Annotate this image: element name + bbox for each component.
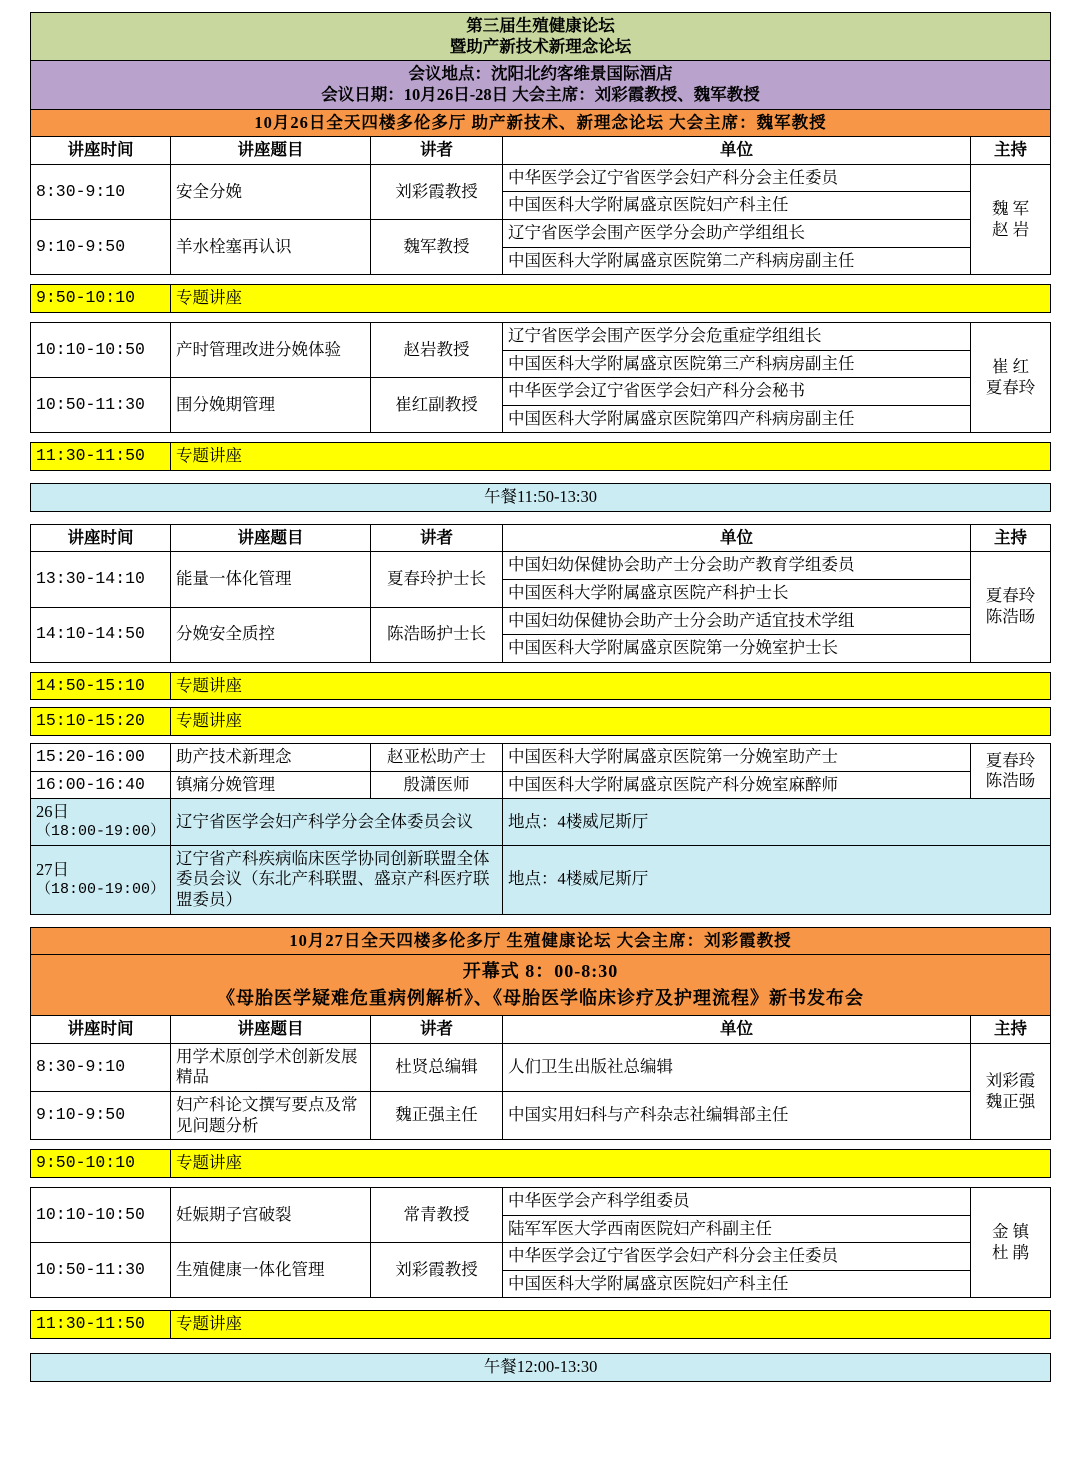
session-speaker: 刘彩霞教授 — [371, 164, 503, 219]
day2-opening-row — [31, 955, 1051, 1016]
table-row — [31, 378, 1051, 406]
session-time: 16:00-16:40 — [31, 771, 171, 799]
session-unit: 中国医科大学附属盛京医院第一分娩室助产士 — [503, 744, 971, 772]
session-speaker: 魏军教授 — [371, 220, 503, 275]
special-lecture-table-3 — [30, 672, 1051, 701]
session-speaker: 赵岩教授 — [371, 322, 503, 377]
meeting-date-line1: 27日 — [36, 859, 69, 879]
day2-session2-table — [30, 1187, 1051, 1299]
day2-band: 10月27日全天四楼多伦多厅 生殖健康论坛 大会主席：刘彩霞教授 — [31, 927, 1051, 955]
special-time: 11:30-11:50 — [31, 443, 171, 471]
evening-meeting-row — [31, 799, 1051, 845]
venue-info — [31, 61, 1051, 109]
special-time: 15:10-15:20 — [31, 708, 171, 736]
session-topic: 镇痛分娩管理 — [171, 771, 371, 799]
day2-header-row — [31, 1016, 1051, 1044]
table-row — [31, 708, 1051, 736]
day2-special-lecture-table-2 — [30, 1310, 1051, 1339]
header-table — [30, 12, 1051, 275]
meeting-place — [503, 845, 1051, 914]
session-unit: 中国实用妇科与产科杂志社编辑部主任 — [503, 1092, 971, 1140]
meeting-date-line2: （18:00-19:00） — [36, 880, 166, 898]
session-speaker: 刘彩霞教授 — [371, 1243, 503, 1298]
session-unit: 中华医学会辽宁省医学会妇产科分会秘书 — [503, 378, 971, 406]
table-row — [31, 552, 1051, 580]
session-time: 8:30-9:10 — [31, 164, 171, 219]
col-header-host: 主持 — [971, 524, 1051, 552]
host-name: 赵 岩 — [991, 219, 1030, 239]
special-lecture-table-1 — [30, 284, 1051, 313]
col-header-time: 讲座时间 — [31, 1016, 171, 1044]
session-host — [971, 552, 1051, 663]
session-time: 15:20-16:00 — [31, 744, 171, 772]
day1-band: 10月26日全天四楼多伦多厅 助产新技术、新理念论坛 大会主席：魏军教授 — [31, 109, 1051, 137]
opening-line2: 《母胎医学疑难危重病例解析》、《母胎医学临床诊疗及护理流程》新书发布会 — [217, 988, 865, 1009]
table-row — [31, 164, 1051, 192]
session-time: 10:50-11:30 — [31, 378, 171, 433]
session-host — [971, 164, 1051, 275]
session-speaker: 陈浩旸护士长 — [371, 607, 503, 662]
session-unit: 中国医科大学附属盛京医院产科分娩室麻醉师 — [503, 771, 971, 799]
host-name: 魏正强 — [985, 1091, 1036, 1111]
session-unit: 中国医科大学附属盛京医院第一分娩室护士长 — [503, 635, 971, 663]
lunch-table-1 — [30, 483, 1051, 512]
col-header-topic: 讲座题目 — [171, 524, 371, 552]
special-lecture-table-2 — [30, 442, 1051, 471]
col-header-unit: 单位 — [503, 137, 971, 165]
session-topic: 能量一体化管理 — [171, 552, 371, 607]
meeting-date-line1: 26日 — [36, 802, 69, 822]
session-unit: 中国医科大学附属盛京医院妇产科主任 — [503, 1270, 971, 1298]
session-host — [971, 1187, 1051, 1298]
forum-title-line2: 暨助产新技术新理念论坛 — [449, 36, 632, 56]
session-speaker: 杜贤总编辑 — [371, 1043, 503, 1091]
meeting-name: 辽宁省产科疾病临床医学协同创新联盟全体委员会议（东北产科联盟、盛京产科医疗联盟委员） — [171, 845, 503, 914]
session-topic: 妊娠期子宫破裂 — [171, 1187, 371, 1242]
table-row — [31, 1092, 1051, 1140]
col-header-unit: 单位 — [503, 524, 971, 552]
session-topic: 分娩安全质控 — [171, 607, 371, 662]
session-time: 9:10-9:50 — [31, 220, 171, 275]
day2-table — [30, 927, 1051, 1141]
meeting-date — [31, 799, 171, 845]
opening-ceremony — [31, 955, 1051, 1016]
host-name: 夏春玲 — [985, 377, 1036, 397]
special-label: 专题讲座 — [171, 708, 1051, 736]
special-time: 11:30-11:50 — [31, 1311, 171, 1339]
day1-band-row — [31, 109, 1051, 137]
session-unit: 中华医学会产科学组委员 — [503, 1187, 971, 1215]
day1-late-table — [30, 743, 1051, 915]
session-host — [971, 322, 1051, 433]
meeting-date-line2: （18:00-19:00） — [36, 822, 166, 840]
special-label: 专题讲座 — [171, 285, 1051, 313]
special-time: 14:50-15:10 — [31, 672, 171, 700]
meeting-name: 辽宁省医学会妇产科学分会全体委员会议 — [171, 799, 503, 845]
forum-title-line1: 第三届生殖健康论坛 — [466, 16, 615, 35]
table-row — [31, 607, 1051, 635]
day1-afternoon-table — [30, 524, 1051, 663]
special-label: 专题讲座 — [171, 443, 1051, 471]
meeting-place: 地点：4楼威尼斯厅 — [503, 799, 1051, 845]
opening-line1: 开幕式 8：00-8:30 — [462, 961, 619, 982]
lunch-break: 午餐11:50-13:30 — [31, 484, 1051, 512]
col-header-speaker: 讲者 — [371, 524, 503, 552]
evening-meeting-row — [31, 845, 1051, 914]
col-header-topic: 讲座题目 — [171, 137, 371, 165]
host-name: 杜 鹃 — [991, 1242, 1030, 1262]
col-header-host: 主持 — [971, 137, 1051, 165]
session-unit: 中国医科大学附属盛京医院产科护士长 — [503, 579, 971, 607]
host-name: 魏 军 — [991, 198, 1030, 218]
session-speaker: 崔红副教授 — [371, 378, 503, 433]
col-header-time: 讲座时间 — [31, 137, 171, 165]
col-header-speaker: 讲者 — [371, 1016, 503, 1044]
table-row — [31, 1354, 1051, 1382]
special-label: 专题讲座 — [171, 1311, 1051, 1339]
session-unit: 中华医学会辽宁省医学会妇产科分会主任委员 — [503, 1243, 971, 1271]
session-speaker: 夏春玲护士长 — [371, 552, 503, 607]
table-row — [31, 322, 1051, 350]
session-unit: 中国妇幼保健协会助产士分会助产适宜技术学组 — [503, 607, 971, 635]
session-time: 13:30-14:10 — [31, 552, 171, 607]
day2-special-lecture-table-1 — [30, 1149, 1051, 1178]
session-unit: 中华医学会辽宁省医学会妇产科分会主任委员 — [503, 164, 971, 192]
session-unit: 人们卫生出版社总编辑 — [503, 1043, 971, 1091]
session-host — [971, 744, 1051, 799]
session-topic: 围分娩期管理 — [171, 378, 371, 433]
session-topic: 生殖健康一体化管理 — [171, 1243, 371, 1298]
session-time: 14:10-14:50 — [31, 607, 171, 662]
meeting-date — [31, 845, 171, 914]
col-header-topic: 讲座题目 — [171, 1016, 371, 1044]
session-topic: 羊水栓塞再认识 — [171, 220, 371, 275]
table-row — [31, 1150, 1051, 1178]
session-topic: 用学术原创学术创新发展精品 — [171, 1043, 371, 1091]
session-speaker: 常青教授 — [371, 1187, 503, 1242]
venue-line2: 会议日期：10月26日-28日 大会主席：刘彩霞教授、魏军教授 — [321, 84, 760, 104]
day1-header-row — [31, 137, 1051, 165]
title-row — [31, 13, 1051, 61]
host-name: 陈浩旸 — [985, 607, 1036, 626]
table-row — [31, 285, 1051, 313]
session-speaker: 赵亚松助产士 — [371, 744, 503, 772]
venue-row — [31, 61, 1051, 109]
host-name: 夏春玲 — [985, 750, 1036, 770]
table-row — [31, 1043, 1051, 1091]
session-time: 10:50-11:30 — [31, 1243, 171, 1298]
col-header-speaker: 讲者 — [371, 137, 503, 165]
venue-line1: 会议地点：沈阳北约客维景国际酒店 — [408, 64, 673, 84]
session-topic: 产时管理改进分娩体验 — [171, 322, 371, 377]
special-label: 专题讲座 — [171, 1150, 1051, 1178]
special-time: 9:50-10:10 — [31, 285, 171, 313]
table-row — [31, 443, 1051, 471]
special-label: 专题讲座 — [171, 672, 1051, 700]
session-topic: 助产技术新理念 — [171, 744, 371, 772]
col-header-unit: 单位 — [503, 1016, 971, 1044]
table-row — [31, 744, 1051, 772]
session-time: 8:30-9:10 — [31, 1043, 171, 1091]
session-host — [971, 1043, 1051, 1140]
host-name: 崔 红 — [991, 357, 1030, 376]
session-speaker: 魏正强主任 — [371, 1092, 503, 1140]
host-name: 金 镇 — [991, 1222, 1030, 1241]
session-unit: 陆军军医大学西南医院妇产科副主任 — [503, 1215, 971, 1243]
session-speaker: 殷潇医师 — [371, 771, 503, 799]
session-unit: 中国医科大学附属盛京医院第三产科病房副主任 — [503, 350, 971, 378]
day1-session2-table — [30, 322, 1051, 434]
host-name: 刘彩霞 — [985, 1070, 1036, 1090]
special-lecture-table-4 — [30, 707, 1051, 736]
session-unit: 中国医科大学附属盛京医院第四产科病房副主任 — [503, 405, 971, 433]
session-unit: 中国医科大学附属盛京医院第二产科病房副主任 — [503, 247, 971, 275]
session-time: 9:10-9:50 — [31, 1092, 171, 1140]
col-header-time: 讲座时间 — [31, 524, 171, 552]
table-row — [31, 1311, 1051, 1339]
meeting-place-text: 地点：4楼威尼斯厅 — [508, 869, 649, 889]
host-name: 夏春玲 — [985, 586, 1036, 606]
table-row — [31, 771, 1051, 799]
table-row — [31, 484, 1051, 512]
session-topic: 安全分娩 — [171, 164, 371, 219]
session-time: 10:10-10:50 — [31, 1187, 171, 1242]
day2-band-row — [31, 927, 1051, 955]
lunch-table-2 — [30, 1353, 1051, 1382]
table-row — [31, 1243, 1051, 1271]
forum-title — [31, 13, 1051, 61]
session-unit: 中国医科大学附属盛京医院妇产科主任 — [503, 192, 971, 220]
col-header-host: 主持 — [971, 1016, 1051, 1044]
table-row — [31, 220, 1051, 248]
session-time: 10:10-10:50 — [31, 322, 171, 377]
session-topic: 妇产科论文撰写要点及常见问题分析 — [171, 1092, 371, 1140]
host-name: 陈浩旸 — [985, 771, 1036, 791]
session-unit: 辽宁省医学会围产医学分会助产学组组长 — [503, 220, 971, 248]
table-row — [31, 1187, 1051, 1215]
special-time: 9:50-10:10 — [31, 1150, 171, 1178]
table-row — [31, 672, 1051, 700]
lunch-break: 午餐12:00-13:30 — [31, 1354, 1051, 1382]
session-unit: 中国妇幼保健协会助产士分会助产教育学组委员 — [503, 552, 971, 580]
session-unit: 辽宁省医学会围产医学分会危重症学组组长 — [503, 322, 971, 350]
day1-afternoon-header-row — [31, 524, 1051, 552]
